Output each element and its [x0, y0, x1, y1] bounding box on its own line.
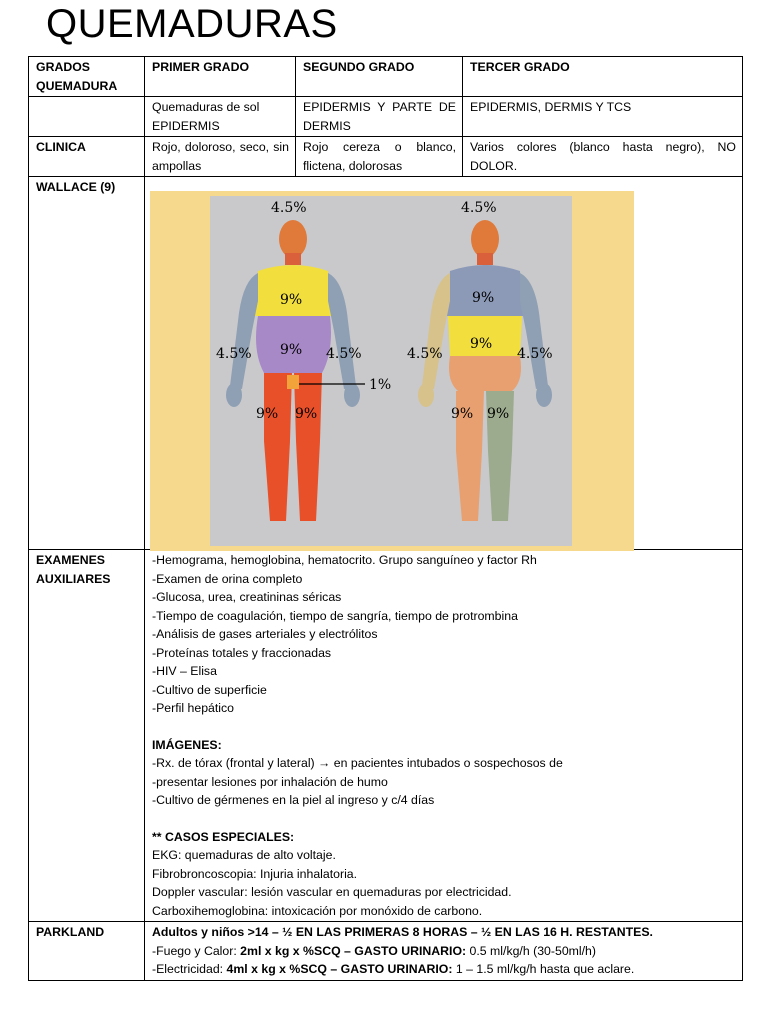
parkland-content	[145, 922, 743, 981]
parkland-line-3	[152, 960, 736, 979]
back-hand-left	[418, 383, 434, 407]
lab-item: -Proteínas totales y fraccionadas	[152, 645, 332, 660]
parkland-electricidad-formula: 4ml x kg x %SCQ – GASTO URINARIO:	[226, 962, 453, 976]
lab-item: -Cultivo de superficie	[152, 682, 267, 697]
lab-item: -Análisis de gases arteriales y electrólitos	[152, 627, 378, 641]
back-buttocks	[449, 356, 521, 391]
front-neck	[285, 253, 301, 265]
wallace-figure-cell	[145, 177, 743, 550]
spacer	[152, 718, 736, 736]
clinica-third: Varios colores (blanco hasta negro), NO DOLOR.	[463, 137, 743, 177]
front-hand-right	[344, 383, 360, 407]
parkland-fuego-label: -Fuego y Calor:	[152, 943, 241, 958]
examenes-content	[145, 550, 743, 922]
table-row	[29, 97, 743, 137]
lab-item: -HIV – Elisa	[152, 664, 217, 678]
imagenes-heading: IMÁGENES:	[152, 737, 222, 752]
parkland-line-1: Adultos y niños >14 – ½ EN LAS PRIMERAS 8 HORAS – ½ EN LAS 16 H. RESTANTES.	[152, 925, 653, 939]
clinica-second: Rojo cereza o blanco, flictena, dolorosas	[296, 137, 463, 177]
especiales-item: Doppler vascular: lesión vascular en quemaduras por electricidad.	[152, 885, 512, 899]
front-chest-pct: 9%	[280, 292, 303, 308]
table-row	[29, 177, 743, 550]
imagenes-item: -presentar lesiones por inhalación de humo	[152, 774, 388, 789]
table-row	[29, 550, 743, 922]
lab-item: -Glucosa, urea, creatininas séricas	[152, 590, 342, 604]
back-head	[471, 220, 499, 258]
burns-table	[28, 56, 743, 981]
back-upper-pct: 9%	[472, 290, 495, 306]
rule-of-nines-figure	[150, 191, 640, 551]
header-grados: GRADOS QUEMADURA	[29, 57, 145, 97]
front-genitals	[287, 375, 299, 389]
wallace-label: WALLACE (9)	[29, 177, 145, 550]
front-hand-left	[226, 383, 242, 407]
back-lower-pct: 9%	[470, 336, 493, 352]
clinica-label: CLINICA	[29, 137, 145, 177]
imagenes-item: -Rx. de tórax (frontal y lateral) → en pacientes intubados o sospechosos de	[152, 756, 563, 770]
front-leg-right-pct: 9%	[295, 406, 318, 422]
back-neck	[477, 253, 493, 265]
lab-item: -Perfil hepático	[152, 701, 235, 715]
back-leg-left-pct: 9%	[451, 406, 474, 422]
parkland-line-2	[152, 942, 736, 961]
especiales-item: Carboxihemoglobina: intoxicación por monóxido de carbono.	[152, 903, 483, 918]
table-row	[29, 57, 743, 97]
depth-second: EPIDERMIS Y PARTE DE DERMIS	[296, 97, 463, 137]
parkland-fuego-value: 0.5 ml/kg/h (30-50ml/h)	[469, 943, 596, 958]
lab-item: -Tiempo de coagulación, tiempo de sangría, tiempo de protrombina	[152, 608, 518, 623]
back-head-pct: 4.5%	[461, 200, 497, 216]
front-head-pct: 4.5%	[271, 200, 307, 216]
header-segundo-grado: SEGUNDO GRADO	[296, 57, 463, 97]
examenes-label: EXAMENES AUXILIARES	[29, 550, 145, 922]
front-chest	[254, 265, 332, 316]
imagenes-item: -Cultivo de gérmenes en la piel al ingreso y c/4 días	[152, 793, 435, 807]
especiales-item: Fibrobroncoscopia: Injuria inhalatoria.	[152, 866, 358, 881]
front-abdomen-pct: 9%	[280, 342, 303, 358]
empty-cell	[29, 97, 145, 137]
especiales-heading: ** CASOS ESPECIALES:	[152, 829, 295, 844]
parkland-fuego-formula: 2ml x kg x %SCQ – GASTO URINARIO:	[240, 943, 470, 958]
spacer	[152, 810, 736, 828]
front-arm-left-pct: 4.5%	[216, 346, 252, 362]
back-arm-left-pct: 4.5%	[407, 346, 443, 362]
front-genitals-pct: 1%	[369, 377, 392, 393]
back-leg-right-pct: 9%	[487, 406, 510, 422]
front-arm-right-pct: 4.5%	[326, 346, 362, 362]
back-hand-right	[536, 383, 552, 407]
back-arm-right-pct: 4.5%	[517, 346, 553, 362]
clinica-first: Rojo, doloroso, seco, sin ampollas	[145, 137, 296, 177]
page-title: QUEMADURAS	[46, 2, 338, 46]
header-primer-grado: PRIMER GRADO	[145, 57, 296, 97]
table-row	[29, 922, 743, 981]
front-head	[279, 220, 307, 258]
especiales-item: EKG: quemaduras de alto voltaje.	[152, 848, 336, 862]
depth-first: Quemaduras de sol EPIDERMIS	[145, 97, 296, 137]
front-leg-left-pct: 9%	[256, 406, 279, 422]
depth-third: EPIDERMIS, DERMIS Y TCS	[463, 97, 743, 137]
header-tercer-grado: TERCER GRADO	[463, 57, 743, 97]
parkland-label: PARKLAND	[29, 922, 145, 981]
parkland-electricidad-value: 1 – 1.5 ml/kg/h hasta que aclare.	[452, 962, 635, 976]
lab-item: -Hemograma, hemoglobina, hematocrito. Grupo sanguíneo y factor Rh	[152, 553, 537, 567]
lab-item: -Examen de orina completo	[152, 571, 303, 586]
table-row	[29, 137, 743, 177]
parkland-electricidad-label: -Electricidad:	[152, 962, 227, 976]
